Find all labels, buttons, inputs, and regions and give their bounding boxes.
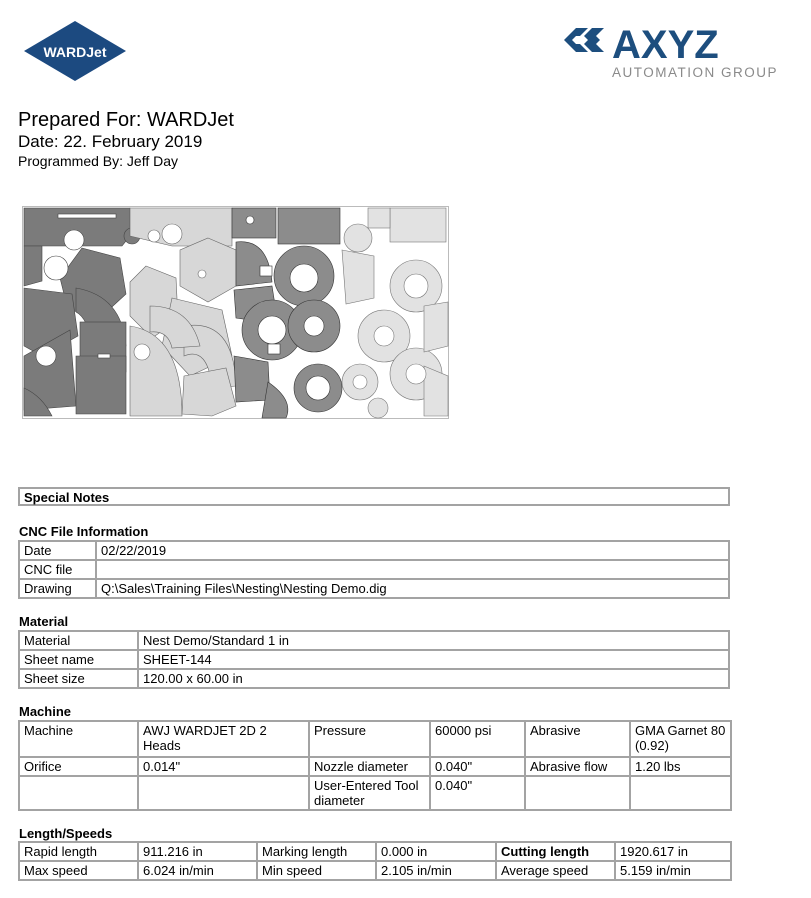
cnc-file-info-table (18, 540, 730, 599)
length-speeds-title: Length/Speeds (19, 826, 113, 841)
empty-cell (19, 776, 138, 810)
cutting-length-label: Cutting length (496, 842, 615, 861)
tool-diameter-label: User-Entered Tool diameter (309, 776, 430, 810)
marking-length-label: Marking length (257, 842, 376, 861)
prepared-for: Prepared For: WARDJet (18, 109, 234, 131)
report-date: Date: 22. February 2019 (18, 132, 203, 151)
max-speed-label: Max speed (19, 861, 138, 880)
machine-label: Machine (19, 721, 138, 757)
pressure-value: 60000 psi (430, 721, 525, 757)
special-notes-title: Special Notes (18, 487, 730, 506)
table-row (19, 669, 729, 688)
table-row (19, 560, 729, 579)
empty-cell (138, 776, 309, 810)
sheet-name-label: Sheet name (19, 650, 138, 669)
abrasive-flow-label: Abrasive flow (525, 757, 630, 776)
orifice-value: 0.014" (138, 757, 309, 776)
empty-cell (525, 776, 630, 810)
cnc-drawing-label: Drawing (19, 579, 96, 598)
cnc-date-value: 02/22/2019 (96, 541, 729, 560)
material-table (18, 630, 730, 689)
nozzle-diameter-value: 0.040" (430, 757, 525, 776)
cnc-file-value (96, 560, 729, 579)
table-row (19, 842, 731, 861)
min-speed-value: 2.105 in/min (376, 861, 496, 880)
cnc-file-info-title: CNC File Information (19, 524, 149, 539)
table-row (19, 861, 731, 880)
programmed-by: Programmed By: Jeff Day (18, 153, 179, 169)
nesting-preview-image (22, 206, 450, 422)
axyz-logo (560, 20, 795, 82)
machine-title: Machine (19, 704, 72, 719)
rapid-length-value: 911.216 in (138, 842, 257, 861)
sheet-size-value: 120.00 x 60.00 in (138, 669, 729, 688)
wardjet-logo-text: WARDJet (43, 44, 107, 60)
orifice-label: Orifice (19, 757, 138, 776)
table-row (19, 579, 729, 598)
cnc-date-label: Date (19, 541, 96, 560)
table-row (19, 541, 729, 560)
max-speed-value: 6.024 in/min (138, 861, 257, 880)
table-row (19, 721, 731, 757)
table-row (19, 757, 731, 776)
material-label: Material (19, 631, 138, 650)
cnc-file-label: CNC file (19, 560, 96, 579)
length-speeds-table (18, 841, 732, 881)
abrasive-label: Abrasive (525, 721, 630, 757)
empty-cell (630, 776, 731, 810)
sheet-name-value: SHEET-144 (138, 650, 729, 669)
tool-diameter-value: 0.040" (430, 776, 525, 810)
material-value: Nest Demo/Standard 1 in (138, 631, 729, 650)
axyz-logo-text: AXYZ (612, 23, 719, 67)
min-speed-label: Min speed (257, 861, 376, 880)
sheet-size-label: Sheet size (19, 669, 138, 688)
wardjet-logo (22, 20, 128, 82)
table-row (19, 650, 729, 669)
abrasive-value: GMA Garnet 80 (0.92) (630, 721, 731, 757)
material-title: Material (19, 614, 69, 629)
abrasive-flow-value: 1.20 lbs (630, 757, 731, 776)
axyz-subtitle: AUTOMATION GROUP (612, 65, 779, 80)
nozzle-diameter-label: Nozzle diameter (309, 757, 430, 776)
table-row (19, 631, 729, 650)
pressure-label: Pressure (309, 721, 430, 757)
marking-length-value: 0.000 in (376, 842, 496, 861)
average-speed-value: 5.159 in/min (615, 861, 731, 880)
cutting-length-value: 1920.617 in (615, 842, 731, 861)
table-row (19, 776, 731, 810)
rapid-length-label: Rapid length (19, 842, 138, 861)
machine-value: AWJ WARDJET 2D 2 Heads (138, 721, 309, 757)
average-speed-label: Average speed (496, 861, 615, 880)
machine-table (18, 720, 732, 811)
cnc-drawing-value: Q:\Sales\Training Files\Nesting\Nesting Demo.dig (96, 579, 729, 598)
